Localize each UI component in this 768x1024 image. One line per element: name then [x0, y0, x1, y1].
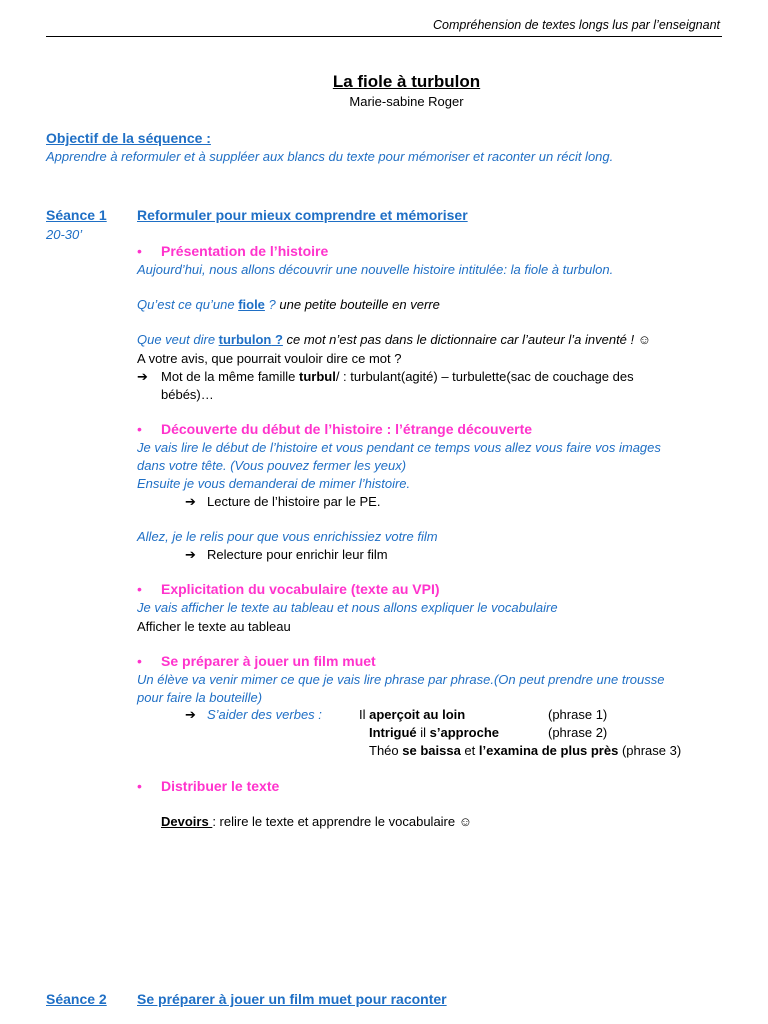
bullet-icon: • [137, 778, 142, 794]
verb-row-3 [369, 743, 681, 758]
seance2-title: Se préparer à jouer un film muet pour raconter [137, 991, 447, 1007]
verbs-label: S’aider des verbes : [207, 707, 322, 722]
document-author: Marie-sabine Roger [349, 94, 464, 109]
section-heading-film-muet: Se préparer à jouer un film muet [161, 653, 376, 669]
film-muet-line-1: Un élève va venir mimer ce que je vais lire phrase par phrase.(On peut prendre une trousse [137, 672, 665, 687]
word-family-line [161, 369, 634, 384]
film-muet-line-2: pour faire la bouteille) [137, 690, 263, 705]
devoirs-label: Devoirs [161, 814, 213, 829]
objective-text: Apprendre à reformuler et à suppléer aux blancs du texte pour mémoriser et raconter un récit long. [46, 149, 614, 164]
answer-fiole: une petite bouteille en verre [279, 297, 440, 312]
decouverte-line-1: Je vais lire le début de l’histoire et vous pendant ce temps vous allez vous faire vos images [137, 440, 661, 455]
verb-row-3-phrase: (phrase 3) [618, 743, 682, 758]
verb-row-3-subject: Théo [369, 743, 403, 758]
arrow-icon: ➔ [185, 547, 196, 562]
question-fiole [137, 297, 440, 312]
section-heading-decouverte: Découverte du début de l’histoire : l’étrange découverte [161, 421, 533, 437]
verb-approche: s’approche [429, 725, 500, 740]
verb-row-1-subject: Il [359, 707, 370, 722]
vocabulaire-line-1: Je vais afficher le texte au tableau et nous allons expliquer le vocabulaire [137, 600, 558, 615]
bullet-icon: • [137, 581, 142, 597]
arrow-icon: ➔ [137, 369, 148, 384]
objective-heading: Objectif de la séquence : [46, 130, 211, 146]
arrow-icon: ➔ [185, 494, 196, 509]
devoirs-line [161, 814, 472, 829]
lecture-step: Lecture de l’histoire par le PE. [207, 494, 381, 509]
section-heading-vocabulaire: Explicitation du vocabulaire (texte au VPI) [161, 581, 440, 597]
verb-row-2-subject: il [416, 725, 430, 740]
question-turbulon-prefix: Que veut dire [137, 332, 219, 347]
verb-row-2 [369, 725, 499, 740]
presentation-intro: Aujourd’hui, nous allons découvrir une nouvelle histoire intitulée: la fiole à turbulon. [137, 262, 614, 277]
decouverte-line-3: Ensuite je vous demanderai de mimer l’histoire. [137, 476, 411, 491]
seance1-title: Reformuler pour mieux comprendre et mémoriser [137, 207, 468, 223]
verb-row-1-phrase: (phrase 1) [548, 707, 608, 722]
decouverte-line-2: dans votre tête. (Vous pouvez fermer les yeux) [137, 458, 407, 473]
relecture-step: Relecture pour enrichir leur film [207, 547, 388, 562]
section-heading-presentation: Présentation de l’histoire [161, 243, 329, 259]
section-heading-distribuer: Distribuer le texte [161, 778, 280, 794]
question-opinion: A votre avis, que pourrait vouloir dire ce mot ? [137, 351, 402, 366]
verb-row-3-conj: et [460, 743, 479, 758]
word-turbul: turbul [299, 369, 336, 384]
word-fiole: fiole [238, 297, 265, 312]
word-turbulon: turbulon [218, 332, 272, 347]
verb-examina: l’examina de plus près [478, 743, 619, 758]
header-divider [46, 36, 722, 37]
arrow-icon: ➔ [185, 707, 196, 722]
verb-apercoit: aperçoit au loin [369, 707, 466, 722]
question-turbulon-mark: ? [271, 332, 283, 347]
document-title: La fiole à turbulon [332, 72, 481, 91]
verb-row-1 [359, 707, 465, 722]
question-fiole-prefix: Qu’est ce qu’une [137, 297, 239, 312]
decouverte-line-4: Allez, je le relis pour que vous enrichissiez votre film [137, 529, 438, 544]
devoirs-text: : relire le texte et apprendre le vocabulaire ☺ [212, 814, 473, 829]
question-turbulon [137, 332, 651, 347]
bullet-icon: • [137, 421, 142, 437]
word-family-continuation: bébés)… [161, 387, 214, 402]
turbulon-explanation: ce mot n’est pas dans le dictionnaire car l’auteur l’a inventé ! ☺ [282, 332, 652, 347]
question-fiole-mark: ? [264, 297, 280, 312]
seance1-label: Séance 1 [46, 207, 107, 223]
bullet-icon: • [137, 243, 142, 259]
verb-row-2-phrase: (phrase 2) [548, 725, 608, 740]
seance1-duration: 20-30’ [46, 227, 83, 242]
verb-baissa: se baissa [402, 743, 461, 758]
vocabulaire-line-2: Afficher le texte au tableau [137, 619, 291, 634]
bullet-icon: • [137, 653, 142, 669]
verb-intrigue: Intrigué [369, 725, 417, 740]
word-family-prefix: Mot de la même famille [161, 369, 299, 384]
seance2-label: Séance 2 [46, 991, 107, 1007]
word-family-list: / : turbulant(agité) – turbulette(sac de couchage des [335, 369, 634, 384]
running-header: Compréhension de textes longs lus par l’enseignant [433, 18, 720, 32]
